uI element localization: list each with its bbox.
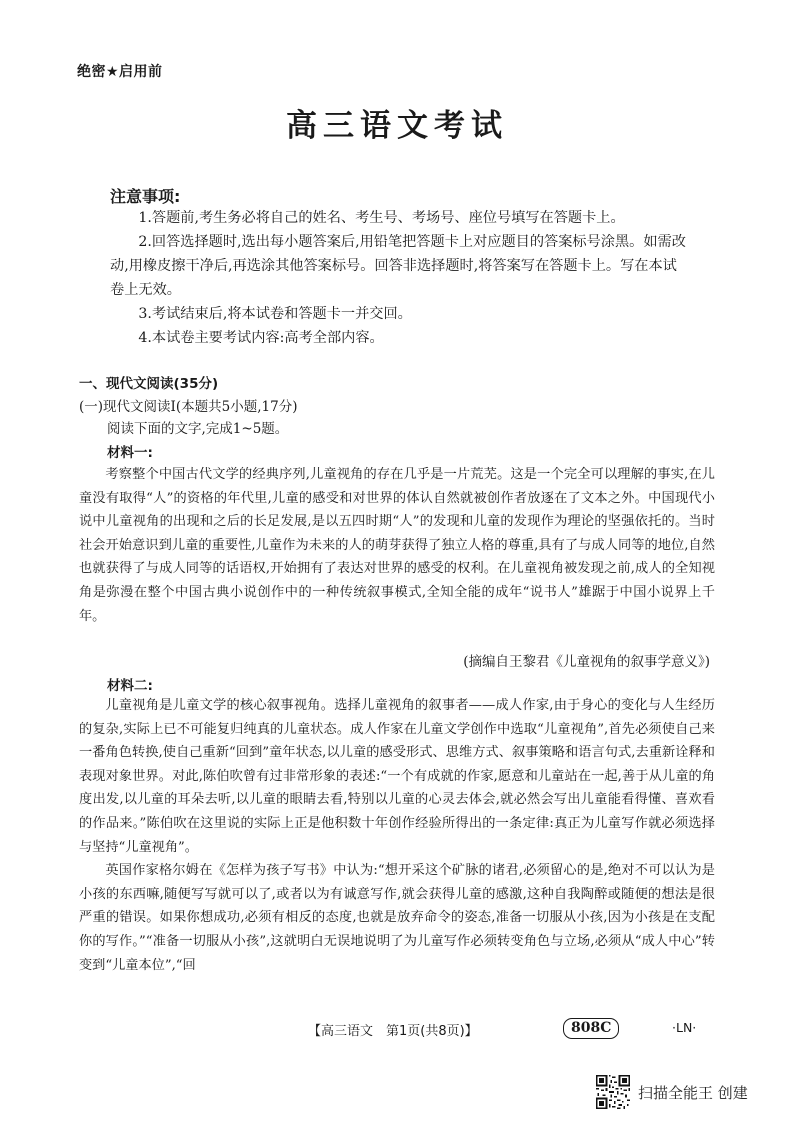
reading-instruction: 阅读下面的文字,完成1~5题。 [107, 421, 289, 437]
page-footer [0, 1018, 794, 1040]
section-heading: 一、现代文阅读(35分) [79, 376, 219, 392]
page-number-info: 【高三语文 第1页(共8页)】 [308, 1024, 478, 1039]
notice-heading: 注意事项: [110, 187, 181, 206]
exam-code-badge: 808C [563, 1018, 619, 1039]
material-one-body [79, 463, 715, 628]
confidential-label: 绝密★启用前 [77, 64, 163, 80]
material-one-source: (摘编自王黎君《儿童视角的叙事学意义》) [463, 654, 710, 670]
scanner-watermark [596, 1074, 748, 1110]
notice-item: 2.回答选择题时,选出每小题答案后,用铅笔把答题卡上对应题目的答案标号涂黑。如需改动,用橡皮擦干净后,再选涂其他答案标号。回答非选择题时,将答案写在答题卡上。写在本试卷上无效。 [110, 234, 686, 298]
material-two-label: 材料二: [107, 678, 153, 694]
qr-code-icon [596, 1075, 630, 1109]
notice-item: 4.本试卷主要考试内容:高考全部内容。 [138, 330, 384, 346]
material-one-label: 材料一: [107, 445, 153, 461]
notice-item: 1.答题前,考生务必将自己的姓名、考生号、考场号、座位号填写在答题卡上。 [138, 210, 625, 226]
paragraph: 英国作家格尔姆在《怎样为孩子写书》中认为:“想开采这个矿脉的诸君,必须留心的是,绝对不可以认为是小孩的东西嘛,随便写写就可以了,或者以为有诚意写作,就会获得儿童的感激,这种自我陶醉或随便的想法是很严重的错误。如果你想成功,必须有相反的态度,也就是放弃命令的姿态,准备一切服从小孩,因为小孩是在支配你的写作。”“准备一切服从小孩”,这就明白无误地说明了为儿童写作必须转变角色与立场,必须从“成人中心”转变到“儿童本位”,“回 [79, 863, 715, 973]
region-code: ·LN· [672, 1020, 697, 1035]
scanner-watermark-text: 扫描全能王 创建 [638, 1083, 748, 1102]
page-title: 高三语文考试 [286, 108, 508, 144]
notice-item: 3.考试结束后,将本试卷和答题卡一并交回。 [138, 306, 412, 322]
paragraph: 儿童视角是儿童文学的核心叙事视角。选择儿童视角的叙事者——成人作家,由于身心的变化与人生经历的复杂,实际上已不可能复归纯真的儿童状态。成人作家在儿童文学创作中选取“儿童视角”,首先必须使自己来一番角色转换,使自己重新“回到”童年状态,以儿童的感受形式、思维方式、叙事策略和语言句式,去重新诠释和表现对象世界。对此,陈伯吹曾有过非常形象的表述:“一个有成就的作家,愿意和儿童站在一起,善于从儿童的角度出发,以儿童的耳朵去听,以儿童的眼睛去看,特别以儿童的心灵去体会,就必然会写出儿童能看得懂、喜欢看的作品来。”陈伯吹在这里说的实际上正是他积数十年创作经验所得出的一条定律:真正为儿童写作就必须选择与坚持“儿童视角”。 [79, 698, 715, 855]
subsection-heading: (一)现代文阅读Ⅰ(本题共5小题,17分) [79, 399, 298, 415]
notice-list [110, 206, 690, 350]
material-two-body [79, 694, 715, 977]
paragraph: 考察整个中国古代文学的经典序列,儿童视角的存在几乎是一片荒芜。这是一个完全可以理解的事实,在儿童没有取得“人”的资格的年代里,儿童的感受和对世界的体认自然就被创作者放逐在了文本之外。中国现代小说中儿童视角的出现和之后的长足发展,是以五四时期“人”的发现和儿童的发现作为理论的坚强依托的。当时社会开始意识到儿童的重要性,儿童作为未来的人的萌芽获得了独立人格的尊重,具有了与成人同等的地位,自然也就获得了与成人同等的话语权,开始拥有了表达对世界的感受的权利。在儿童视角被发现之前,成人的全知视角是弥漫在整个中国古典小说创作中的一种传统叙事模式,全知全能的成年“说书人”雄踞于中国小说界上千年。 [79, 467, 715, 624]
